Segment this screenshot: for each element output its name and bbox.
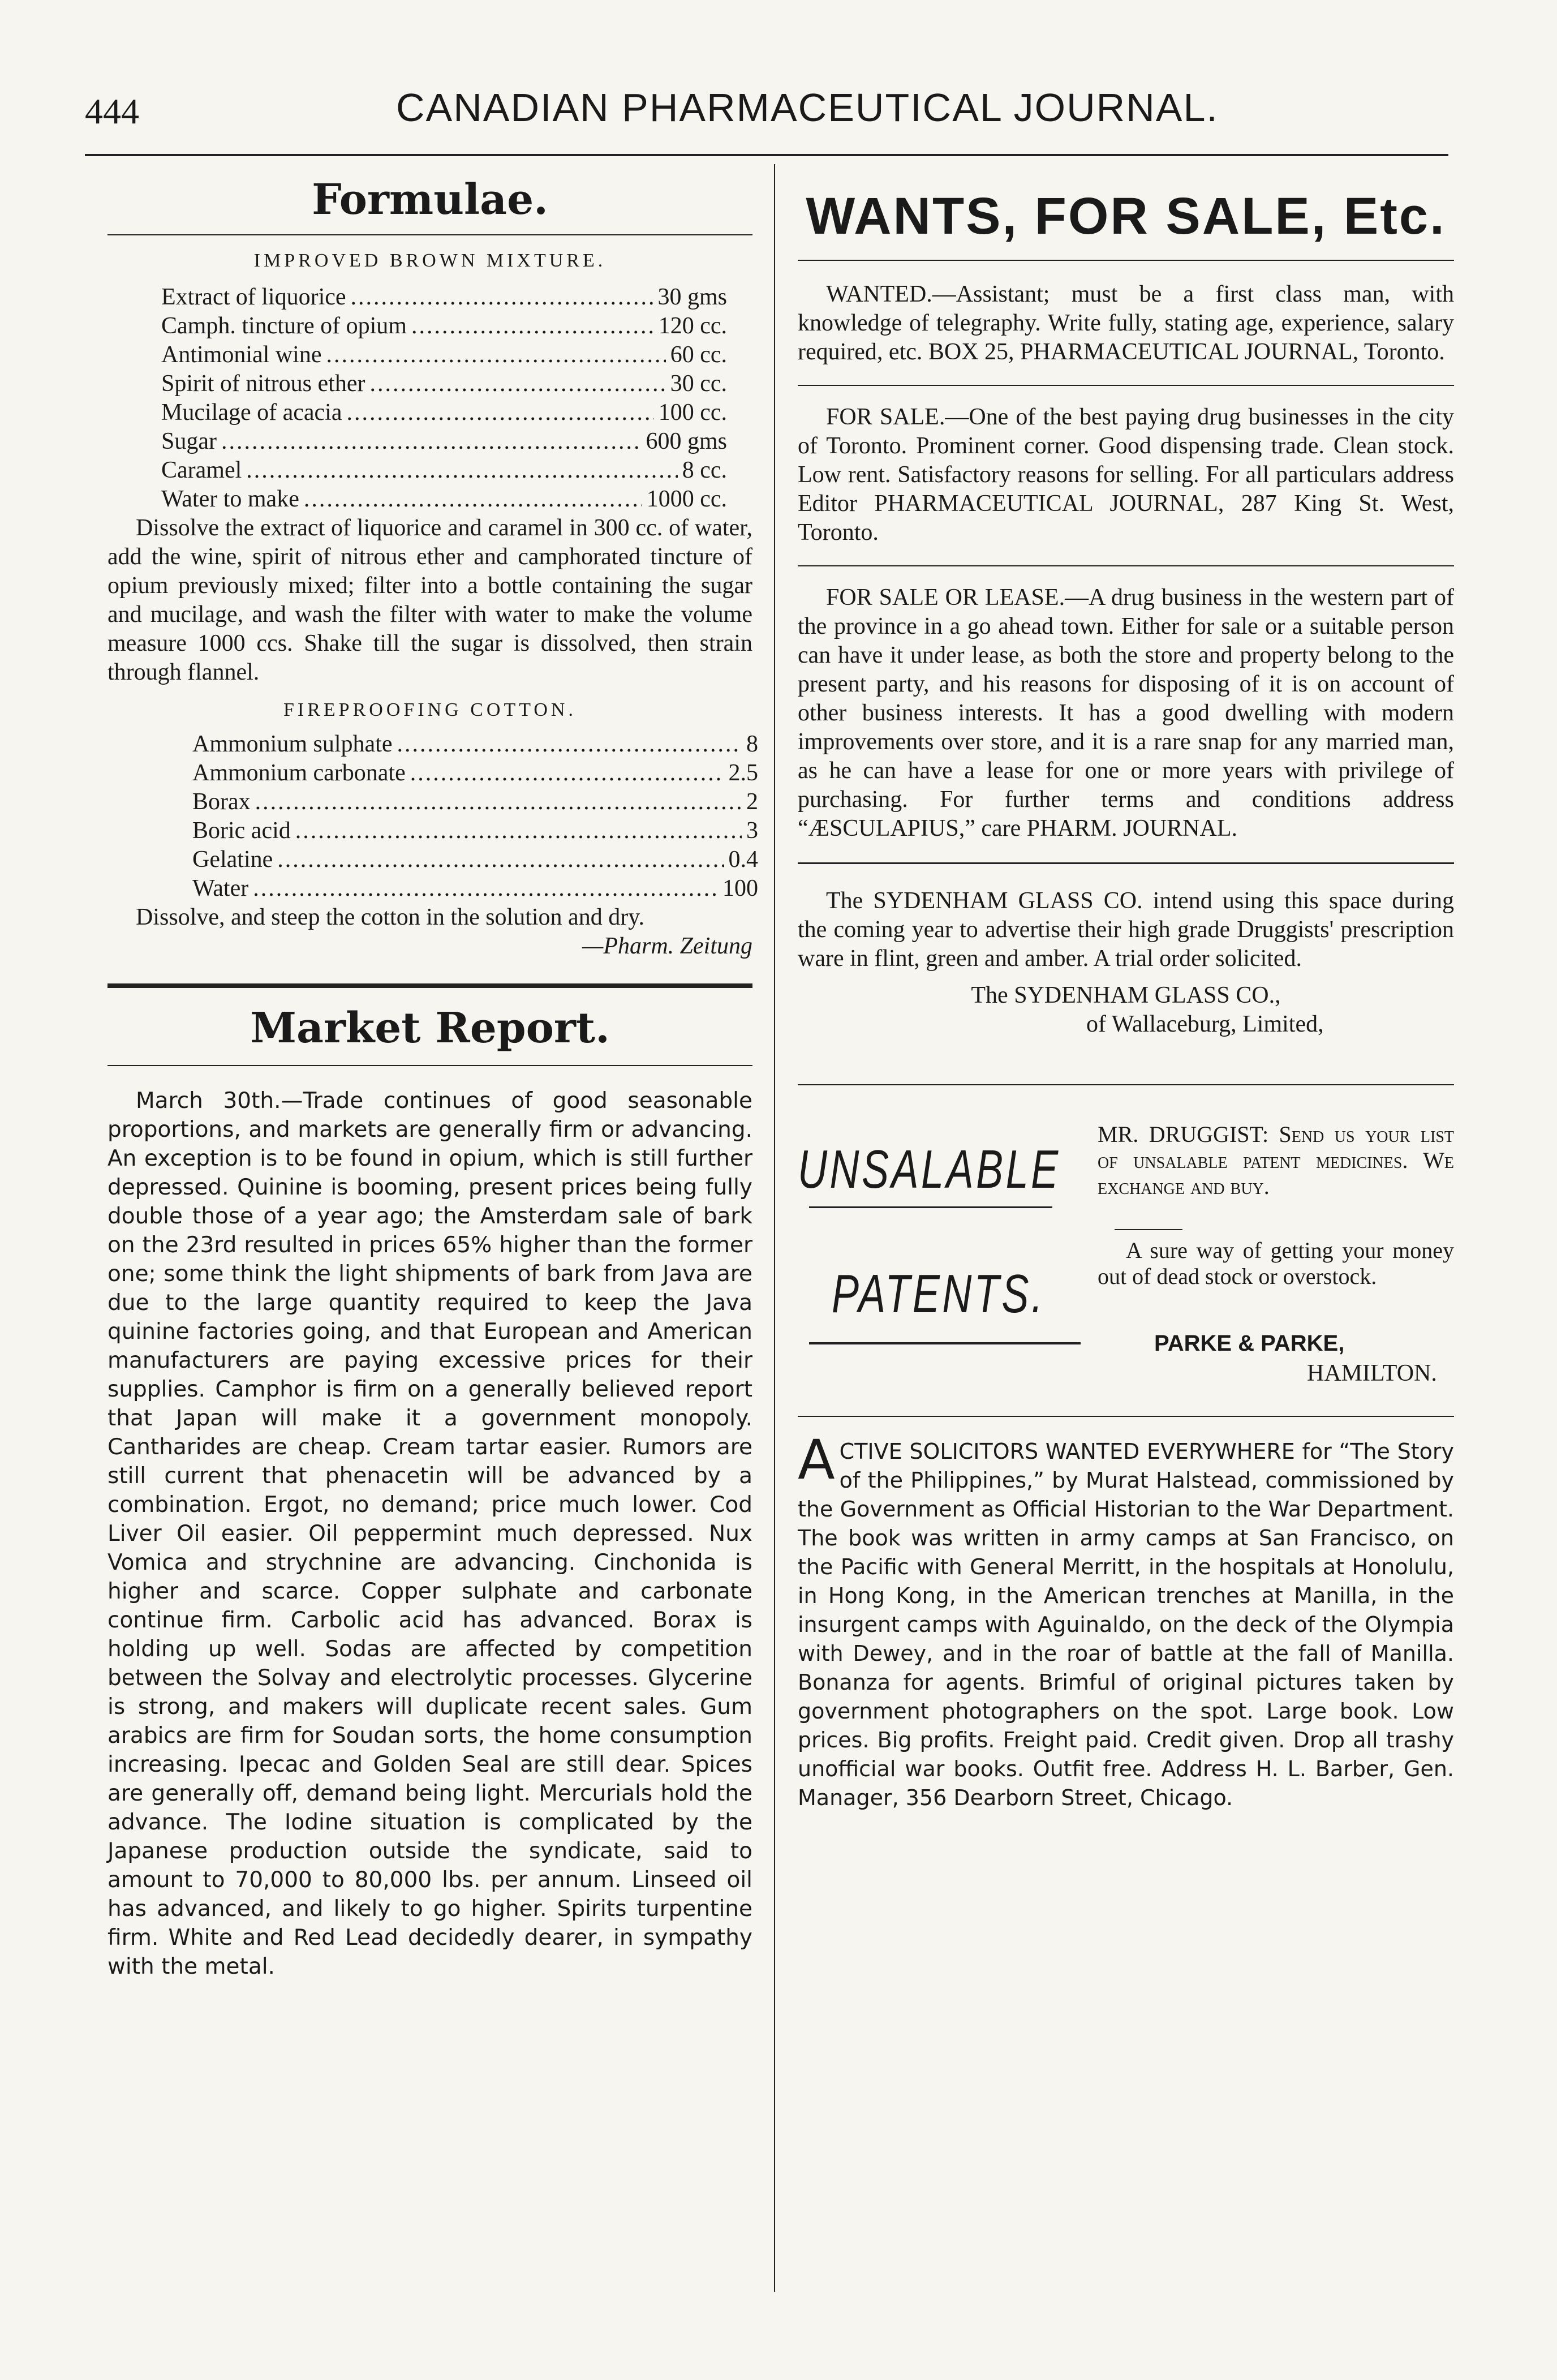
running-head: CANADIAN PHARMACEUTICAL JOURNAL.	[396, 85, 1219, 130]
wants-heading: WANTS, FOR SALE, Etc.	[806, 187, 1446, 245]
brown-mixture-directions: Dissolve the extract of liquorice and caramel in 300 cc. of water, add the wine, spirit of nitrous ether and camphorated tincture of opium previously mixed; filter into a bottle containing the sugar and mucilage, and wash the filter with water to make the volume measure 1000 ccs. Shake till the sugar is dissolved, then strain through flannel.	[107, 515, 752, 685]
header-rule	[85, 154, 1448, 156]
sydenham-ad: The SYDENHAM GLASS CO. intend using this space during the coming year to advertise their high grade Druggists' prescription ware in flint, green and amber. A trial order solicited.	[798, 888, 1454, 972]
ad-divider	[798, 1416, 1454, 1417]
formulae-rule	[107, 234, 752, 235]
sydenham-signature-2: of Wallaceburg, Limited,	[1086, 1011, 1324, 1037]
fireproofing-formula	[192, 730, 758, 903]
formula-row: Extract of liquorice ..... 30 gms	[161, 283, 727, 312]
unsalable-text-1: MR. DRUGGIST: Send us your list of unsalable patent medicines. We exchange and buy.	[1098, 1122, 1454, 1199]
market-report-text: March 30th.—Trade continues of good seasonable proportions, and markets are generally firm or advancing. An exception is to be found in opium, which is still further depressed. Quinine is booming, present prices being fully double those of a year ago; the Amsterdam sale of bark on the 23rd resulted in prices 65% higher than the former one; some think the light shipments of bark from Java are due to the large quantity required to keep the Java quinine factories going, and that European and American manufacturers are paying excessive prices for their supplies. Camphor is firm on a generally believed report that Japan will make it a government monopoly. Cantharides are cheap. Cream tartar easier. Rumors are still current that phenacetin will be advanced by a combination. Ergot, no demand; price much lower. Cod Liver Oil easier. Oil peppermint much depressed. Nux Vomica and strychnine are advancing. Cinchonida is higher and scarce. Copper sulphate and carbonate continue firm. Carbolic acid has advanced. Borax is holding up well. Sodas are affected by competition between the Solvay and electrolytic processes. Glycerine is strong, and makers will duplicate recent sales. Gum arabics are firm for Soudan sorts, the home consumption increasing. Ipecac and Golden Seal are still dear. Spices are generally off, demand being light. Mercurials hold the advance. The Iodine situation is complicated by the Japanese production outside the syndicate, said to amount to 70,000 to 80,000 lbs. per annum. Linseed oil has advanced, and likely to go higher. Spirits turpentine firm. White and Red Lead decidedly dearer, in sympathy with the metal.	[107, 1088, 752, 1979]
formula-row: Gelatine ..... 0.4	[192, 845, 758, 874]
sydenham-signature-1: The SYDENHAM GLASS CO.,	[971, 982, 1281, 1008]
formula-row: Camph. tincture of opium ..... 120 cc.	[161, 312, 727, 341]
drop-cap: A	[798, 1428, 835, 1492]
fireproofing-directions: Dissolve, and steep the cotton in the solution and dry.	[136, 904, 644, 930]
formula-row: Spirit of nitrous ether ..... 30 cc.	[161, 370, 727, 398]
parke-firm: PARKE & PARKE,	[1154, 1331, 1345, 1356]
section-rule-thick	[107, 983, 752, 988]
ad-divider	[798, 565, 1454, 566]
formula-row: Mucilage of acacia ..... 100 cc.	[161, 398, 727, 427]
unsalable-word: UNSALABLE	[798, 1139, 1061, 1200]
market-rule	[107, 1065, 752, 1066]
solicitors-ad	[798, 1428, 1454, 1812]
patents-word: PATENTS.	[832, 1264, 1046, 1324]
market-report-heading: Market Report.	[250, 1004, 610, 1052]
formula-row: Water to make ..... 1000 cc.	[161, 485, 727, 514]
formula-row: Ammonium carbonate ..... 2.5	[192, 759, 758, 788]
formula-row: Ammonium sulphate ..... 8	[192, 730, 758, 759]
ad-divider	[798, 1084, 1454, 1085]
ad-for-sale-or-lease: FOR SALE OR LEASE.—A drug business in the western part of the province in a go ahead town. Either for sale or a suitable person can have it under lease, as both the store and property belong to the present party, and his reasons for disposing of it is on account of other business interests. It has a good dwelling with modern improvements over store, and it is a rare snap for any married man, as he can have a lease for one or more years with privilege of purchasing. For further terms and conditions address “ÆSCULAPIUS,” care PHARM. JOURNAL.	[798, 585, 1454, 841]
patents-underline	[809, 1342, 1081, 1344]
formula-row: Water ..... 100	[192, 874, 758, 903]
formula-row: Sugar ..... 600 gms	[161, 427, 727, 456]
formula-row: Boric acid ..... 3	[192, 817, 758, 845]
ad-wanted: WANTED.—Assistant; must be a first class man, with knowledge of telegraphy. Write fully, stating age, experience, salary required, etc. BOX 25, PHARMACEUTICAL JOURNAL, Toronto.	[798, 281, 1454, 365]
fireproofing-title: FIREPROOFING COTTON.	[283, 699, 577, 720]
parke-city: HAMILTON.	[1307, 1360, 1437, 1386]
solicitors-text: CTIVE SOLICITORS WANTED EVERYWHERE for “The Story of the Philippines,” by Murat Halstead, commissioned by the Government as Official Historian to the War Department. The book was written in army camps at San Francisco, on the Pacific with General Merritt, in the hospitals at Honolulu, in Hong Kong, in the American trenches at Manilla, in the insurgent camps with Aguinaldo, on the deck of the Olympia with Dewey, and in the roar of battle at the fall of Manilla. Bonanza for agents. Brimful of original pictures taken by government photographers on the spot. Large book. Low prices. Big profits. Freight paid. Credit given. Drop all trashy unofficial war books. Outfit free. Address H. L. Barber, Gen. Manager, 356 Dearborn Street, Chicago.	[798, 1439, 1454, 1810]
right-column	[798, 187, 1454, 1812]
brown-mixture-formula	[161, 283, 727, 514]
ad-divider	[798, 862, 1454, 864]
unsalable-mid-rule	[1115, 1229, 1182, 1230]
brown-mixture-title: IMPROVED BROWN MIXTURE.	[253, 250, 607, 271]
left-column	[107, 175, 758, 1981]
page-number: 444	[85, 91, 139, 131]
unsalable-text-2: A sure way of getting your money out of dead stock or overstock.	[1098, 1238, 1454, 1289]
formula-row: Caramel ..... 8 cc.	[161, 456, 727, 485]
fireproofing-source: —Pharm. Zeitung	[582, 933, 752, 959]
unsalable-patents-ad	[798, 1099, 1454, 1416]
formula-row: Borax ..... 2	[192, 788, 758, 817]
formulae-heading: Formulae.	[312, 175, 548, 224]
unsalable-underline	[809, 1206, 1052, 1208]
ad-divider	[798, 385, 1454, 386]
wants-rule	[798, 260, 1454, 261]
ad-for-sale: FOR SALE.—One of the best paying drug businesses in the city of Toronto. Prominent corner. Good dispensing trade. Clean stock. Low rent. Satisfactory reasons for selling. For all particulars address Editor PHARMACEUTICAL JOURNAL, 287 King St. West, Toronto.	[798, 404, 1454, 545]
column-divider	[774, 164, 775, 2292]
formula-row: Antimonial wine ..... 60 cc.	[161, 341, 727, 370]
